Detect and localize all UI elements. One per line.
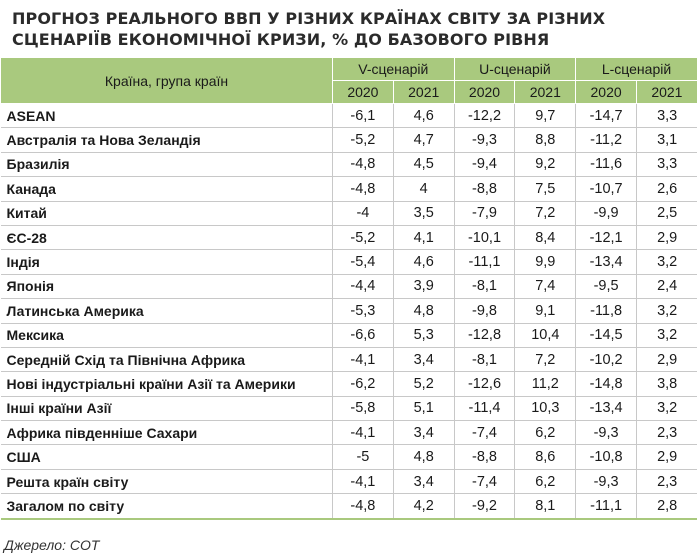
row-value-cell: 4,6: [393, 104, 454, 128]
row-value-cell: 5,1: [393, 396, 454, 420]
row-value-cell: 8,4: [515, 225, 576, 249]
row-country-name: Інші країни Азії: [1, 396, 333, 420]
row-value-cell: 2,9: [637, 347, 697, 371]
table-row: [1, 250, 697, 274]
row-value-cell: -9,3: [576, 469, 637, 493]
row-country-name: Африка південніше Сахари: [1, 421, 333, 445]
row-value-cell: -10,7: [576, 177, 637, 201]
header-year: 2020: [454, 81, 515, 104]
header-country: Країна, група країн: [1, 58, 333, 104]
row-value-cell: -10,1: [454, 225, 515, 249]
row-country-name: ASEAN: [1, 104, 333, 128]
table-row: [1, 469, 697, 493]
row-value-cell: 6,2: [515, 469, 576, 493]
row-value-cell: -9,2: [454, 494, 515, 519]
row-value-cell: -10,8: [576, 445, 637, 469]
row-value-cell: 4,1: [393, 225, 454, 249]
row-value-cell: 9,7: [515, 104, 576, 128]
row-value-cell: 4,6: [393, 250, 454, 274]
table-row: [1, 177, 697, 201]
row-value-cell: 10,3: [515, 396, 576, 420]
row-value-cell: 3,3: [637, 104, 697, 128]
row-country-name: Австралія та Нова Зеландія: [1, 128, 333, 152]
row-value-cell: -14,8: [576, 372, 637, 396]
row-value-cell: -8,8: [454, 177, 515, 201]
row-value-cell: -9,9: [576, 201, 637, 225]
row-value-cell: -9,3: [454, 128, 515, 152]
row-country-name: ЄС-28: [1, 225, 333, 249]
source-note: Джерело: COT: [4, 537, 100, 553]
header-row-scenarios: [1, 58, 697, 81]
row-value-cell: -4,4: [333, 274, 394, 298]
table-row: [1, 274, 697, 298]
row-value-cell: -9,4: [454, 152, 515, 176]
row-value-cell: -11,8: [576, 299, 637, 323]
table-row: [1, 421, 697, 445]
table-row: [1, 152, 697, 176]
row-value-cell: -11,1: [576, 494, 637, 519]
row-value-cell: 3,2: [637, 250, 697, 274]
row-country-name: США: [1, 445, 333, 469]
row-value-cell: 2,5: [637, 201, 697, 225]
row-value-cell: 7,2: [515, 347, 576, 371]
row-value-cell: 2,9: [637, 445, 697, 469]
row-country-name: Індія: [1, 250, 333, 274]
row-value-cell: 2,8: [637, 494, 697, 519]
row-country-name: Бразилія: [1, 152, 333, 176]
row-value-cell: -5,2: [333, 128, 394, 152]
row-value-cell: -9,8: [454, 299, 515, 323]
table-row: [1, 201, 697, 225]
table-row: [1, 299, 697, 323]
table-row: [1, 347, 697, 371]
table-row: [1, 445, 697, 469]
row-value-cell: -4,1: [333, 421, 394, 445]
row-value-cell: 4,5: [393, 152, 454, 176]
row-value-cell: 7,2: [515, 201, 576, 225]
row-value-cell: 3,9: [393, 274, 454, 298]
table-row: [1, 494, 697, 519]
row-value-cell: 10,4: [515, 323, 576, 347]
row-value-cell: 4,2: [393, 494, 454, 519]
row-value-cell: -10,2: [576, 347, 637, 371]
row-country-name: Мексика: [1, 323, 333, 347]
row-value-cell: 4,8: [393, 299, 454, 323]
table-row: [1, 104, 697, 128]
row-value-cell: -4: [333, 201, 394, 225]
header-scenario-v: V-сценарій: [333, 58, 455, 81]
row-value-cell: 8,8: [515, 128, 576, 152]
row-value-cell: 3,4: [393, 347, 454, 371]
row-value-cell: -11,6: [576, 152, 637, 176]
row-value-cell: -9,5: [576, 274, 637, 298]
row-value-cell: 3,1: [637, 128, 697, 152]
row-value-cell: 3,2: [637, 396, 697, 420]
row-value-cell: 5,3: [393, 323, 454, 347]
row-value-cell: -6,6: [333, 323, 394, 347]
table-row: [1, 128, 697, 152]
row-value-cell: -4,1: [333, 347, 394, 371]
row-value-cell: 2,6: [637, 177, 697, 201]
row-value-cell: -8,8: [454, 445, 515, 469]
row-value-cell: 3,2: [637, 323, 697, 347]
row-country-name: Японія: [1, 274, 333, 298]
row-country-name: Китай: [1, 201, 333, 225]
row-value-cell: -5,2: [333, 225, 394, 249]
gdp-forecast-table: [0, 57, 697, 520]
row-value-cell: -14,7: [576, 104, 637, 128]
row-value-cell: -7,9: [454, 201, 515, 225]
row-value-cell: 7,4: [515, 274, 576, 298]
row-value-cell: -9,3: [576, 421, 637, 445]
row-country-name: Латинська Америка: [1, 299, 333, 323]
row-value-cell: -12,6: [454, 372, 515, 396]
header-scenario-l: L-сценарій: [576, 58, 697, 81]
row-value-cell: -11,1: [454, 250, 515, 274]
page-title: ПРОГНОЗ РЕАЛЬНОГО ВВП У РІЗНИХ КРАЇНАХ СВІТУ ЗА РІЗНИХ СЦЕНАРІЇВ ЕКОНОМІЧНОЇ КРИЗИ, % ДО БАЗОВОГО РІВНЯ: [12, 9, 606, 49]
table-row: [1, 372, 697, 396]
header-year: 2020: [576, 81, 637, 104]
row-value-cell: -7,4: [454, 469, 515, 493]
row-value-cell: -4,8: [333, 494, 394, 519]
row-value-cell: -5: [333, 445, 394, 469]
row-value-cell: 9,9: [515, 250, 576, 274]
row-value-cell: 3,3: [637, 152, 697, 176]
table-row: [1, 396, 697, 420]
row-country-name: Загалом по світу: [1, 494, 333, 519]
row-value-cell: 4: [393, 177, 454, 201]
row-value-cell: -5,4: [333, 250, 394, 274]
row-value-cell: 11,2: [515, 372, 576, 396]
row-value-cell: -6,2: [333, 372, 394, 396]
row-value-cell: -12,1: [576, 225, 637, 249]
row-value-cell: 3,5: [393, 201, 454, 225]
row-value-cell: -5,8: [333, 396, 394, 420]
row-value-cell: 7,5: [515, 177, 576, 201]
header-year: 2021: [637, 81, 697, 104]
row-value-cell: -8,1: [454, 274, 515, 298]
row-value-cell: 9,1: [515, 299, 576, 323]
row-value-cell: -5,3: [333, 299, 394, 323]
row-value-cell: -13,4: [576, 250, 637, 274]
row-value-cell: 2,3: [637, 469, 697, 493]
table-row: [1, 323, 697, 347]
header-year: 2021: [515, 81, 576, 104]
row-value-cell: 2,9: [637, 225, 697, 249]
row-value-cell: -6,1: [333, 104, 394, 128]
table-body: [1, 104, 697, 519]
row-value-cell: 6,2: [515, 421, 576, 445]
row-value-cell: 3,2: [637, 299, 697, 323]
row-country-name: Нові індустріальні країни Азії та Америки: [1, 372, 333, 396]
row-country-name: Середній Схід та Північна Африка: [1, 347, 333, 371]
row-value-cell: 2,4: [637, 274, 697, 298]
row-value-cell: -4,8: [333, 152, 394, 176]
row-value-cell: -8,1: [454, 347, 515, 371]
row-value-cell: -14,5: [576, 323, 637, 347]
row-value-cell: -4,8: [333, 177, 394, 201]
header-year: 2021: [393, 81, 454, 104]
row-value-cell: -7,4: [454, 421, 515, 445]
row-value-cell: 3,8: [637, 372, 697, 396]
row-value-cell: 5,2: [393, 372, 454, 396]
row-value-cell: -12,2: [454, 104, 515, 128]
row-value-cell: 4,7: [393, 128, 454, 152]
row-value-cell: 4,8: [393, 445, 454, 469]
row-value-cell: -12,8: [454, 323, 515, 347]
row-value-cell: -11,2: [576, 128, 637, 152]
row-value-cell: -4,1: [333, 469, 394, 493]
row-country-name: Решта країн світу: [1, 469, 333, 493]
header-scenario-u: U-сценарій: [454, 58, 576, 81]
row-value-cell: 3,4: [393, 469, 454, 493]
header-year: 2020: [333, 81, 394, 104]
row-value-cell: -13,4: [576, 396, 637, 420]
row-value-cell: 8,1: [515, 494, 576, 519]
row-value-cell: 2,3: [637, 421, 697, 445]
row-value-cell: 3,4: [393, 421, 454, 445]
row-country-name: Канада: [1, 177, 333, 201]
row-value-cell: -11,4: [454, 396, 515, 420]
row-value-cell: 9,2: [515, 152, 576, 176]
table-row: [1, 225, 697, 249]
row-value-cell: 8,6: [515, 445, 576, 469]
